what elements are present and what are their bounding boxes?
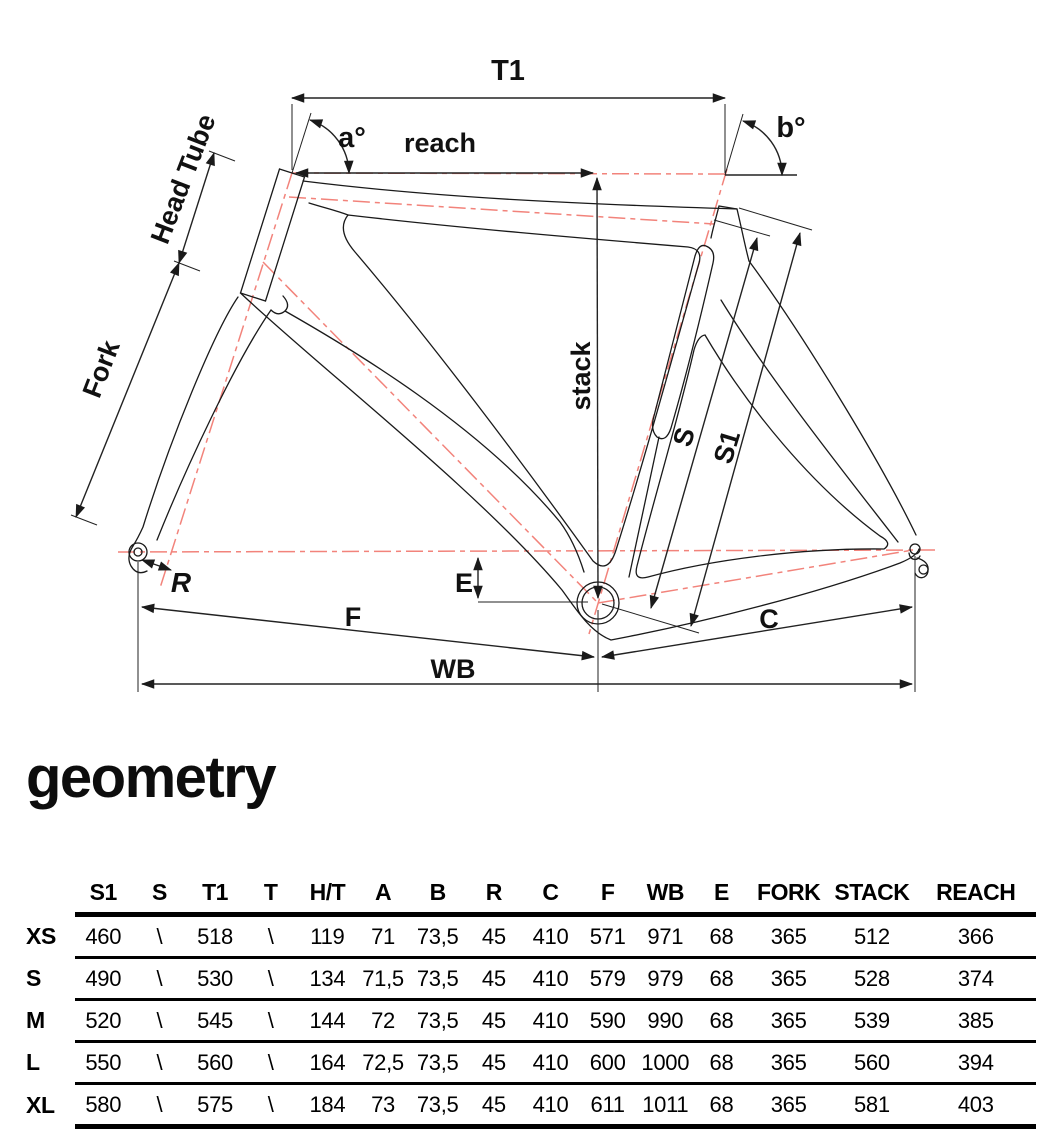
table-row: M 520 \ 545 \ 144 72 73,5 45 410 590 990 68 365 539 385 (20, 1000, 1036, 1042)
label-s: S (667, 424, 701, 450)
col-header: F (579, 872, 637, 915)
label-seat-angle: b° (776, 112, 806, 144)
col-header: T1 (187, 872, 242, 915)
col-header: WB (637, 872, 694, 915)
size-label: L (26, 1049, 40, 1075)
page-title: geometry (26, 745, 276, 810)
label-s1: S1 (707, 426, 747, 468)
col-header: E (694, 872, 749, 915)
col-header: S (131, 872, 187, 915)
label-fork: Fork (76, 336, 126, 402)
col-header: C (522, 872, 578, 915)
label-stack: stack (566, 341, 596, 411)
size-label: XL (26, 1091, 55, 1118)
frame-outline (129, 169, 928, 640)
label-c: C (759, 604, 779, 634)
dimension-labels (77, 55, 806, 684)
top-tube-outline (303, 181, 737, 209)
col-header: S1 (75, 872, 131, 915)
size-label: S (26, 965, 42, 991)
dimension-lines (71, 98, 915, 692)
size-label: XS (26, 922, 57, 949)
centerlines (118, 169, 938, 634)
label-head-angle: a° (338, 122, 366, 154)
label-reach: reach (403, 128, 477, 158)
col-header: R (465, 872, 522, 915)
col-header: REACH (916, 872, 1037, 915)
col-header: STACK (828, 872, 915, 915)
table-row: S 490 \ 530 \ 134 71,5 73,5 45 410 579 979 68 365 528 374 (20, 958, 1036, 1000)
label-e: E (454, 568, 474, 598)
col-header: FORK (749, 872, 828, 915)
table-row: L 550 \ 560 \ 164 72,5 73,5 45 410 600 1000 68 365 560 394 (20, 1042, 1036, 1084)
seat-tube-outline (737, 209, 749, 261)
col-header: B (410, 872, 465, 915)
table-row: XS 460 \ 518 \ 119 71 73,5 45 410 571 971 68 365 512 366 (20, 915, 1036, 958)
corner-cell (20, 872, 75, 915)
main-triangle-window (343, 215, 699, 566)
label-r: R (170, 567, 192, 598)
label-f: F (344, 602, 362, 632)
col-header: T (243, 872, 299, 915)
label-t1: T1 (491, 55, 525, 87)
label-head-tube: Head Tube (144, 110, 222, 248)
col-header: H/T (299, 872, 356, 915)
col-header: A (356, 872, 410, 915)
seat-stay-outline (749, 261, 916, 535)
label-wb: WB (430, 654, 476, 684)
table-header-row (20, 872, 1036, 915)
size-label: M (26, 1007, 45, 1033)
table-row: XL 580 \ 575 \ 184 73 73,5 45 410 611 1011 68 365 581 403 (20, 1084, 1036, 1127)
geometry-table (20, 872, 1036, 1129)
